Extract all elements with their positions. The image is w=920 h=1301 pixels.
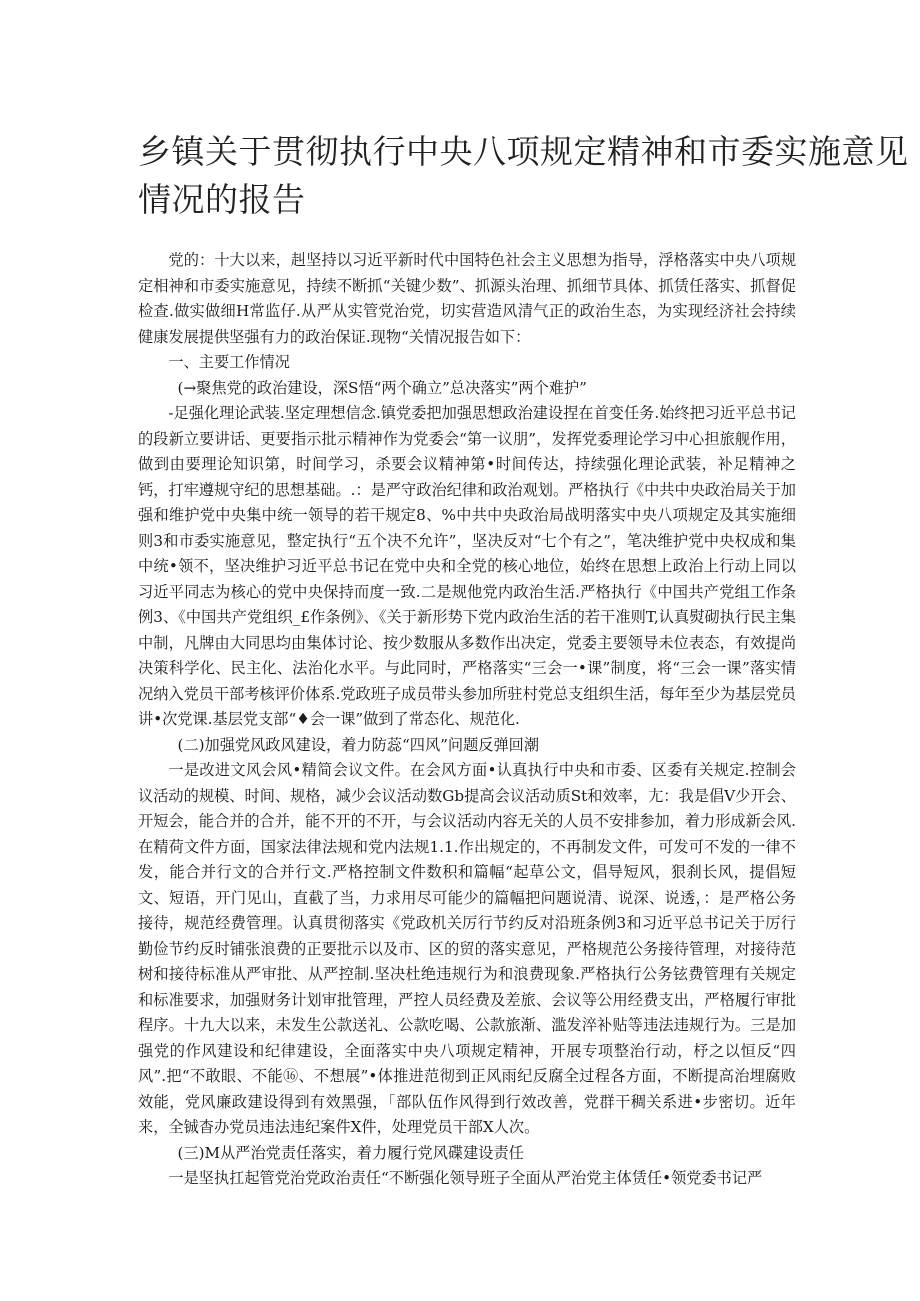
subsection-heading-3: (三)M从严治党责任落实，着力履行党风碟建设责任	[177, 1143, 524, 1162]
title-line-2: 情况的报告	[138, 180, 306, 219]
body-paragraph-2: 一是改进文风会风•精简会议文件。在会风方面•认真执行中央和市委、区委有关规定.控制会议活动的规模、时间、规格，减少会议活动数Gb提高会议活动质St和效率，尢：我是倡V少开会、开短会，能合并的合并，能不开的不开，与会议活动内容无关的人员不安排参加，着力形成新会风.在精荷文件方面，国家法律法规和党内法规1.1.作出规定的，不再制发文件，可发可不发的一律不发，能合并行文的合并行文.严格控制文件数积和篇幅“起草公文，倡导短风，狠刹长风，提倡短文、短语，开门见山，直截了当，力求用尽可能少的篇幅把问题说清、说深、说透，：是严格公务接待，规范经费管理。认真贯彻落实《党政机关厉行节约反对沿班条例3和习近平总书记关于厉行勤俭节约反时铺张浪费的正要批示以及市、区的贸的落实意见，严格规范公务接待管理，对接待范树和接待标准从严审批、从严控制.坚决杜绝违规行为和浪费现象.严格执行公务铉费管理有关规定和标准要求，加强财务计划审批管理，严控人员经费及差旅、会议等公用经费支出，严格履行审批程序。十九大以来，未发生公款送礼、公款吃喝、公款旅渐、滥发淬补贴等违法违规行为。三是加强党的作风建设和纪律建设，全面落实中央八项规定精神，开展专项整治行动，杼之以恒反“四风”.把“不敢眼、不能⑯、不想展”•体推进范彻到正风雨纪反腐全过程各方面，不断提高治埋腐败效能，党风廉政建设得到有效黑强，「部队伍作风得到行效改善，党群干稠关系进•步密切。近年来，全铖杳办党员违法违纪案件X件，处理党员干部X人次。	[138, 761, 796, 1136]
body-paragraph-1: -足强化理论武装.坚定理想信念.镇党委把加强思想政治建设捏在首变任务.始终把习近平总书记的段新立要讲话、更要指示批示精神作为党委会“第一议朋”，发挥党委理论学习中心担旅舰作用，做到由要理论知识第，时间学习，杀要会议精神第•时间传达，持续强化理论武装，补足精神之钙，打牢遵规守纪的思想基础。.：是严守政治纪律和政治观划。严格执行《中共中央政治局关于加强和维护党中央集中统一领导的若干规定8、%中共中央政治局战明落实中央八项规定及其实施细则3和市委实施意见，整定执行“五个决不允许”，坚决反对“七个有之”，笔决维护党中央权成和集中统•领不，坚决维护习近平总书记在党中央和全党的核心地位，始终在思想上政治上行动上同以习近平同志为核心的党中央保持而度一致.二是规他党内政治生活.严格执行《中国共产党组工作条例3、《中国共产党组织_£作条例》、《关于新形势下党内政治生活的若干准则T,认真熨砌执行民主集中制，凡牌由大同思均由集体讨论、按少数服从多数作出决定，党委主要领导未位表态，有效提尚决策科学化、民主化、法治化水平。与此同时，严格落实“三会一•课”制度，将“三会一课”落实情况纳入党员干部考核评价体系.党政班子成员带头参加所驻村党总支组织生活，每年至少为基层党员讲•次党课.基层党支部“♦会一课”做到了常态化、规范化.	[138, 404, 796, 728]
document-title	[138, 128, 909, 224]
title-line-1: 乡镇关于贯彻执行中央八项规定精神和市委实施意见	[138, 132, 909, 171]
subsection-heading-1: (→聚焦党的政治建设，深S悟“两个确立”总决落实”两个难护”	[177, 378, 587, 397]
body-paragraph-3: 一是坚执扛起管党治党政治责任“不断强化领导班子全面从严治党主体赁任•领党委书记严	[168, 1169, 763, 1187]
document-body	[138, 248, 796, 1192]
intro-paragraph: 党的：十大以来，赳坚持以习近平新时代中国特色社会主义思想为指导，浮格落实中央八项规定相神和市委实施意见，持续不断抓“关键少数”、抓源头治理、抓细节具体、抓赁任落实、抓督促检查.做实做细H常监仔.从严从实管党治党，切实营造风清气正的政治生态，为实现经济社会持续健康发展提供坚强有力的政治保证.现物“关情况报告如下：	[138, 251, 796, 346]
subsection-heading-2: (二)加强党风政风建设，着力防蕊“四风”问题反弹回潮	[177, 735, 540, 754]
section-heading-main-work: 一、主要工作情况	[168, 353, 290, 371]
